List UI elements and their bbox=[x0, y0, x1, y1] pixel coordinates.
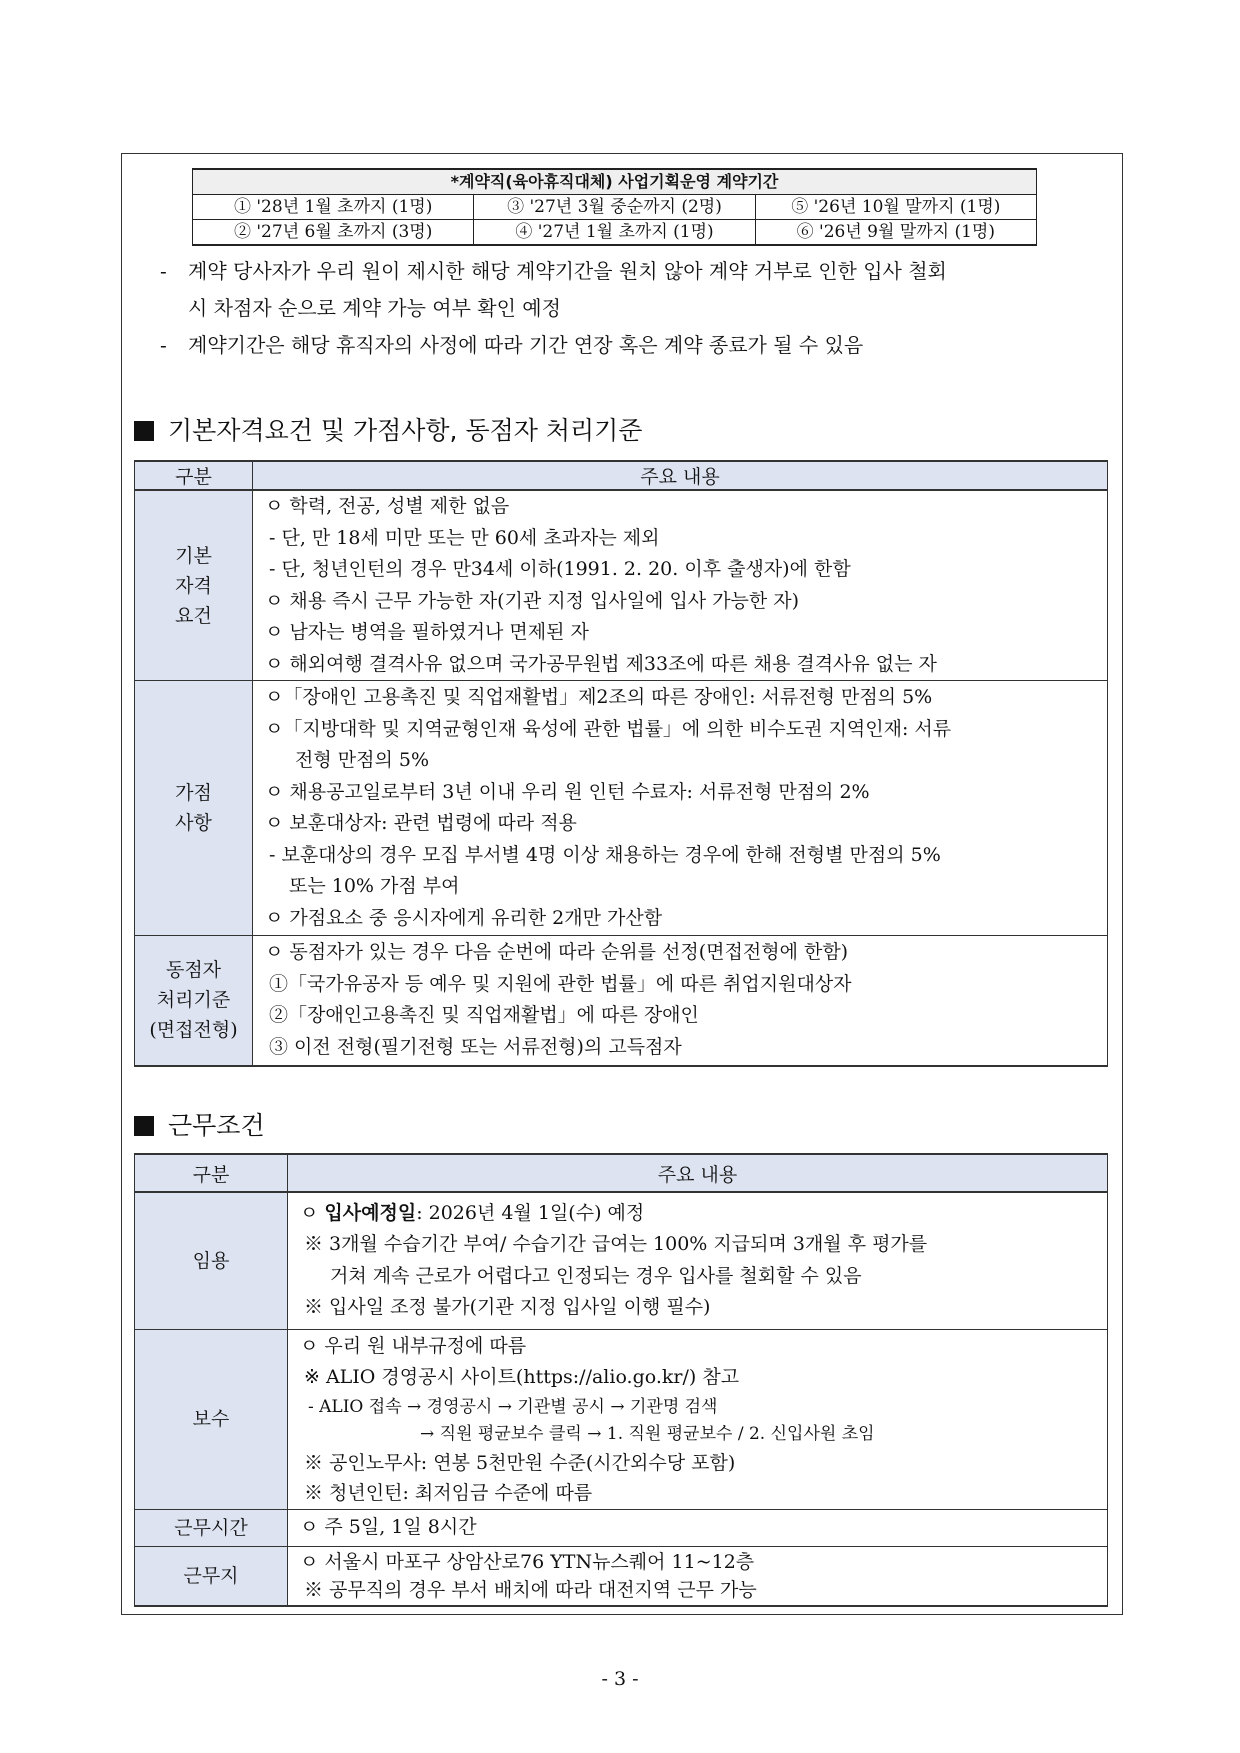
table-row bbox=[135, 1192, 1108, 1329]
row-category bbox=[135, 490, 253, 681]
table-cell: ② '27년 6월 초까지 (3명) bbox=[193, 220, 474, 246]
text-line: ㅇ 보훈대상자: 관련 법령에 따라 적용 bbox=[265, 812, 577, 834]
text-line: 동점자 bbox=[165, 959, 222, 982]
text-line: ㅇ「지방대학 및 지역균형인재 육성에 관한 법률」에 의한 비수도권 지역인재: 서류 bbox=[265, 717, 952, 740]
text-line: ㅇ 남자는 병역을 필하였거나 면제된 자 bbox=[265, 621, 589, 643]
text-line: ※ 공무직의 경우 부서 배치에 따라 대전지역 근무 가능 bbox=[304, 1578, 757, 1601]
row-content bbox=[288, 1509, 1108, 1546]
note-text: 계약 당사자가 우리 원이 제시한 해당 계약기간을 원치 않아 계약 거부로 인한 입사 철회 bbox=[188, 259, 947, 283]
text-line: ※ ALIO 경영공시 사이트(https://alio.go.kr/) 참고 bbox=[304, 1366, 740, 1389]
text-line: ㅇ bbox=[300, 1201, 325, 1224]
table-cell: ⑤ '26년 10월 말까지 (1명) bbox=[755, 195, 1036, 220]
text-line: ㅇ 서울시 마포구 상암산로76 YTN뉴스퀘어 11~12층 bbox=[300, 1550, 755, 1573]
table-cell: ① '28년 1월 초까지 (1명) bbox=[193, 195, 474, 220]
table-row bbox=[193, 195, 1037, 220]
text-line: 전형 만점의 5% bbox=[295, 749, 429, 771]
text-line: 요건 bbox=[175, 604, 212, 627]
note-text: 시 차점자 순으로 계약 가능 여부 확인 예정 bbox=[188, 296, 561, 320]
working-conditions-table bbox=[134, 1153, 1108, 1607]
column-header: 구분 bbox=[135, 461, 253, 490]
table-row bbox=[135, 1329, 1108, 1509]
text-line: ③ 이전 전형(필기전형 또는 서류전형)의 고득점자 bbox=[269, 1035, 682, 1058]
square-bullet-icon bbox=[134, 1116, 154, 1136]
heading-text: 근무조건 bbox=[168, 1111, 265, 1140]
table-cell: ④ '27년 1월 초까지 (1명) bbox=[474, 220, 755, 246]
text-line: ㅇ 가점요소 중 응시자에게 유리한 2개만 가산함 bbox=[265, 906, 663, 929]
text-line: ①「국가유공자 등 예우 및 지원에 관한 법률」에 따른 취업지원대상자 bbox=[269, 972, 852, 995]
text-line: ②「장애인고용촉진 및 직업재활법」에 따른 장애인 bbox=[269, 1004, 699, 1027]
text-line: → 직원 평균보수 클릭 → 1. 직원 평균보수 / 2. 신입사원 초임 bbox=[420, 1423, 875, 1444]
text-line: : 2026년 4월 1일(수) 예정 bbox=[416, 1201, 645, 1224]
text-line: ㅇ 우리 원 내부규정에 따름 bbox=[300, 1334, 527, 1357]
text-line: ※ 3개월 수습기간 부여/ 수습기간 급여는 100% 지급되며 3개월 후 평가를 bbox=[304, 1233, 928, 1256]
row-content bbox=[253, 490, 1108, 681]
contract-table-title: *계약직(육아휴직대체) 사업기획운영 계약기간 bbox=[193, 169, 1037, 195]
text-line: 자격 bbox=[175, 574, 212, 597]
section-heading bbox=[134, 411, 642, 447]
note-1 bbox=[160, 256, 947, 360]
text-line: - 보훈대상의 경우 모집 부서별 4명 이상 채용하는 경우에 한해 전형별 만점의 5% bbox=[269, 843, 941, 866]
text-line: ㅇ「장애인 고용촉진 및 직업재활법」제2조의 따른 장애인: 서류전형 만점의 5% bbox=[265, 686, 933, 708]
text-line: ※ 공인노무사: 연봉 5천만원 수준(시간외수당 포함) bbox=[304, 1451, 736, 1474]
contract-period-table bbox=[192, 168, 1037, 246]
table-row bbox=[193, 220, 1037, 246]
text-line: ㅇ 학력, 전공, 성별 제한 없음 bbox=[265, 495, 510, 517]
dash-bullet: - bbox=[160, 259, 167, 283]
text-line: ㅇ 해외여행 결격사유 없으며 국가공무원법 제33조에 따른 채용 결격사유 없는 자 bbox=[265, 652, 937, 675]
row-category bbox=[135, 681, 253, 936]
text-line: ㅇ 주 5일, 1일 8시간 bbox=[300, 1515, 477, 1538]
text-line: 처리기준 bbox=[156, 989, 231, 1012]
row-category: 근무지 bbox=[135, 1546, 288, 1606]
table-cell: ③ '27년 3월 중순까지 (2명) bbox=[474, 195, 755, 220]
row-category bbox=[135, 936, 253, 1066]
table-cell: ⑥ '26년 9월 말까지 (1명) bbox=[755, 220, 1036, 246]
table-row bbox=[135, 1509, 1108, 1546]
text-line: - ALIO 접속 → 경영공시 → 기관별 공시 → 기관명 검색 bbox=[308, 1396, 718, 1417]
table-row bbox=[135, 1546, 1108, 1606]
text-line: - 단, 청년인턴의 경우 만34세 이하(1991. 2. 20. 이후 출생자)에 한함 bbox=[269, 558, 851, 580]
text-line: 사항 bbox=[175, 812, 212, 834]
text-line: ㅇ 채용 즉시 근무 가능한 자(기관 지정 입사일에 입사 가능한 자) bbox=[265, 589, 800, 612]
text-line: (면접전형) bbox=[149, 1019, 238, 1042]
row-content bbox=[288, 1329, 1108, 1509]
heading-text: 기본자격요건 및 가점사항, 동점자 처리기준 bbox=[168, 416, 643, 445]
page-number: - 3 - bbox=[601, 1668, 639, 1690]
text-line: 거쳐 계속 근로가 어렵다고 인정되는 경우 입사를 철회할 수 있음 bbox=[330, 1264, 862, 1287]
row-content bbox=[253, 936, 1108, 1066]
row-content bbox=[288, 1192, 1108, 1329]
table-row bbox=[135, 490, 1108, 681]
row-category: 임용 bbox=[135, 1192, 288, 1329]
section-heading bbox=[134, 1106, 265, 1142]
square-bullet-icon bbox=[134, 421, 154, 441]
text-line: ※ 입사일 조정 불가(기관 지정 입사일 이행 필수) bbox=[304, 1296, 711, 1319]
table-row bbox=[135, 936, 1108, 1066]
table-row bbox=[135, 681, 1108, 936]
column-header: 주요 내용 bbox=[288, 1154, 1108, 1192]
text-line: 기본 bbox=[175, 544, 212, 567]
row-content bbox=[288, 1546, 1108, 1606]
text-line: 가점 bbox=[175, 782, 212, 804]
text-line: 또는 10% 가점 부여 bbox=[289, 875, 460, 897]
qualifications-table bbox=[134, 460, 1108, 1067]
text-line: ㅇ 채용공고일로부터 3년 이내 우리 원 인턴 수료자: 서류전형 만점의 2% bbox=[265, 780, 870, 803]
row-category: 보수 bbox=[135, 1329, 288, 1509]
text-line: 입사예정일 bbox=[324, 1201, 417, 1224]
dash-bullet: - bbox=[160, 333, 167, 357]
note-text: 계약기간은 해당 휴직자의 사정에 따라 기간 연장 혹은 계약 종료가 될 수 있음 bbox=[188, 333, 864, 357]
row-category: 근무시간 bbox=[135, 1509, 288, 1546]
text-line: ㅇ 동점자가 있는 경우 다음 순번에 따라 순위를 선정(면접전형에 한함) bbox=[265, 941, 849, 964]
text-line: - 단, 만 18세 미만 또는 만 60세 초과자는 제외 bbox=[269, 526, 660, 549]
text-line: ※ 청년인턴: 최저임금 수준에 따름 bbox=[304, 1482, 593, 1505]
column-header: 구분 bbox=[135, 1154, 288, 1192]
row-content bbox=[253, 681, 1108, 936]
column-header: 주요 내용 bbox=[253, 461, 1108, 490]
